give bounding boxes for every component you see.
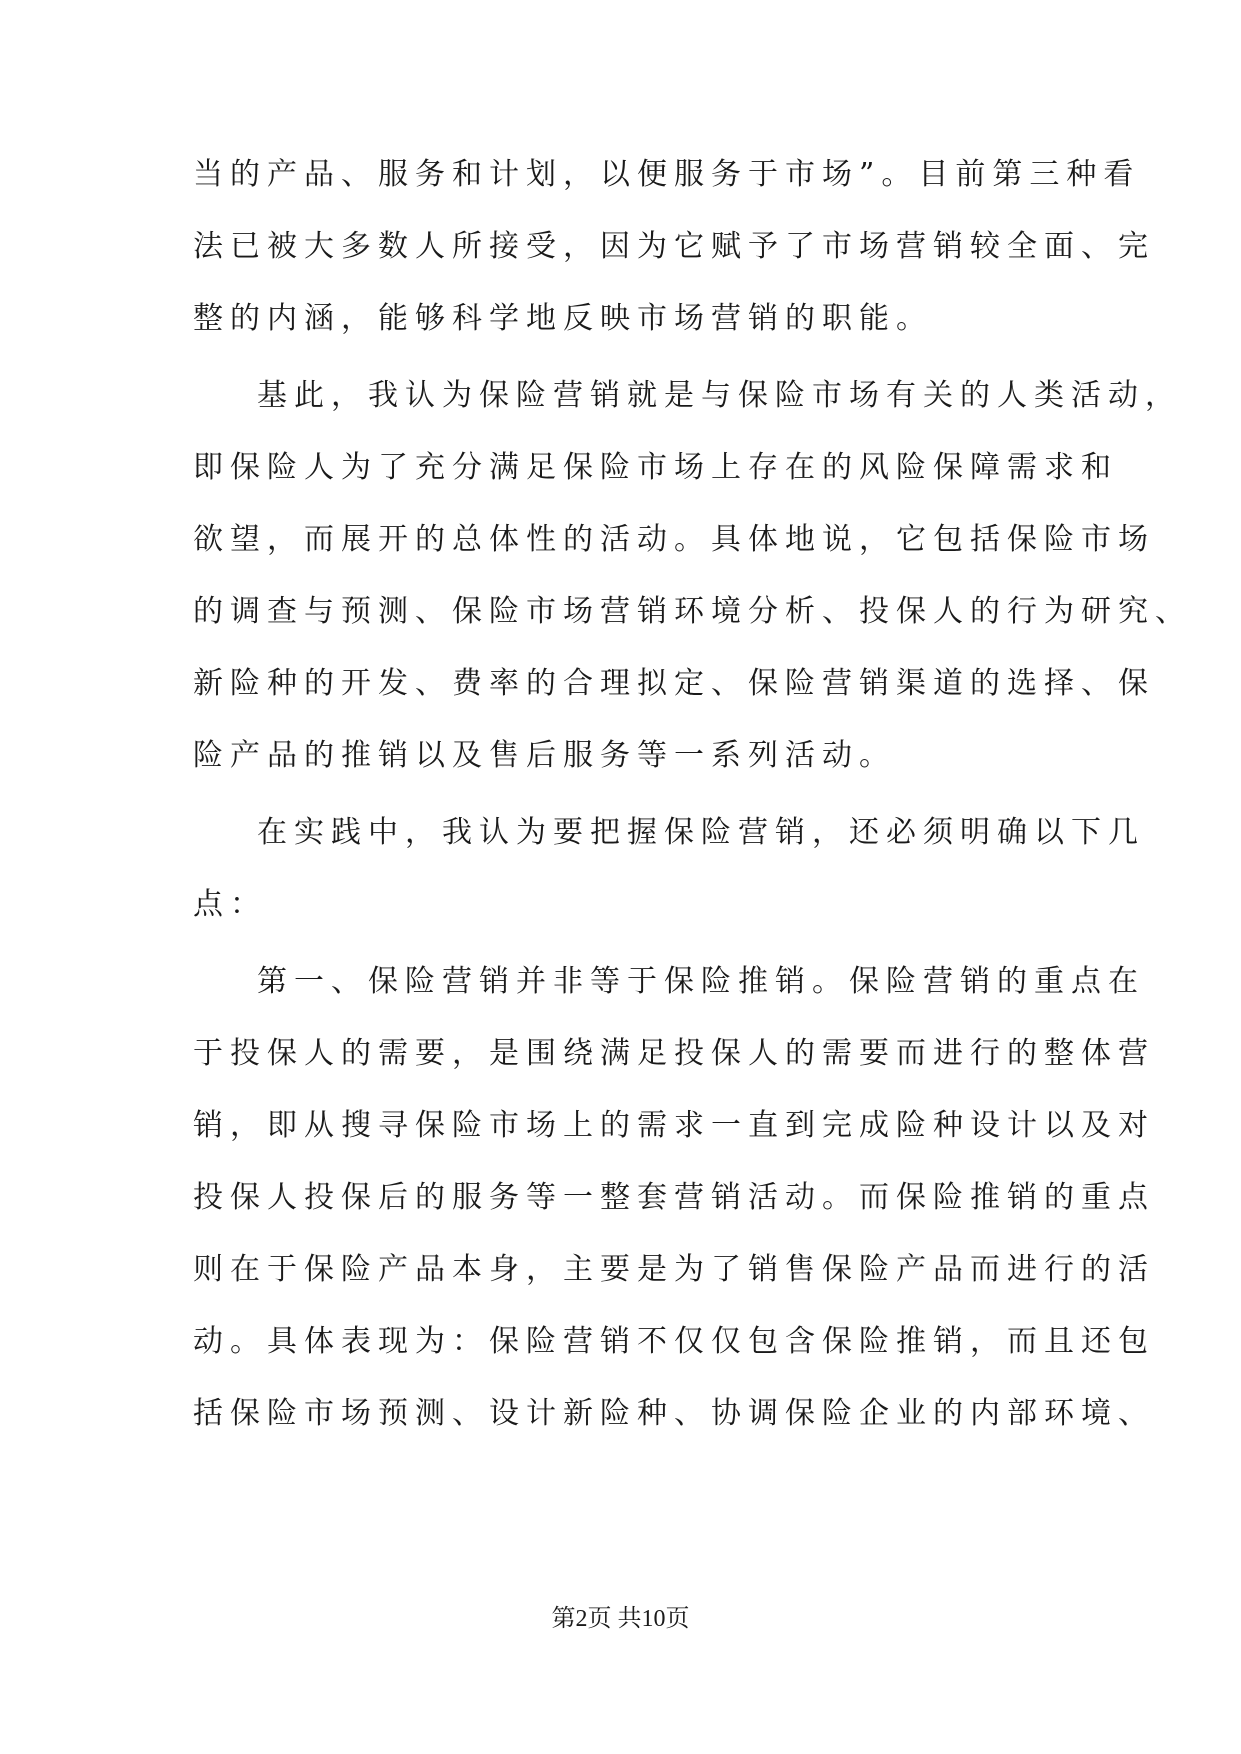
text-line: 整的内涵，能够科学地反映市场营销的职能。	[193, 301, 933, 336]
page-number-footer: 第2页 共10页	[551, 1606, 690, 1632]
text-line: 法已被大多数人所接受，因为它赋予了市场营销较全面、完	[193, 229, 1155, 264]
paragraph-start-line: 在实践中，我认为要把握保险营销，还必须明确以下几	[257, 815, 1145, 850]
paragraph-start-line: 第一、保险营销并非等于保险推销。保险营销的重点在	[257, 964, 1145, 999]
text-line: 当的产品、服务和计划，以便服务于市场”。目前第三种看	[193, 157, 1141, 192]
text-line: 动。具体表现为：保险营销不仅仅包含保险推销，而且还包	[193, 1324, 1155, 1359]
text-line: 则在于保险产品本身，主要是为了销售保险产品而进行的活	[193, 1252, 1155, 1287]
paragraph-start-line: 基此，我认为保险营销就是与保险市场有关的人类活动，	[257, 378, 1182, 413]
text-line: 险产品的推销以及售后服务等一系列活动。	[193, 738, 896, 773]
text-line: 于投保人的需要，是围绕满足投保人的需要而进行的整体营	[193, 1036, 1155, 1071]
text-line: 投保人投保后的服务等一整套营销活动。而保险推销的重点	[193, 1180, 1155, 1215]
text-line: 括保险市场预测、设计新险种、协调保险企业的内部环境、	[193, 1396, 1155, 1431]
text-line: 新险种的开发、费率的合理拟定、保险营销渠道的选择、保	[193, 666, 1155, 701]
text-line: 点：	[193, 887, 267, 922]
text-line: 销，即从搜寻保险市场上的需求一直到完成险种设计以及对	[193, 1108, 1155, 1143]
text-line: 欲望，而展开的总体性的活动。具体地说，它包括保险市场	[193, 522, 1155, 557]
text-line: 的调查与预测、保险市场营销环境分析、投保人的行为研究、	[193, 594, 1192, 629]
text-line: 即保险人为了充分满足保险市场上存在的风险保障需求和	[193, 450, 1118, 485]
